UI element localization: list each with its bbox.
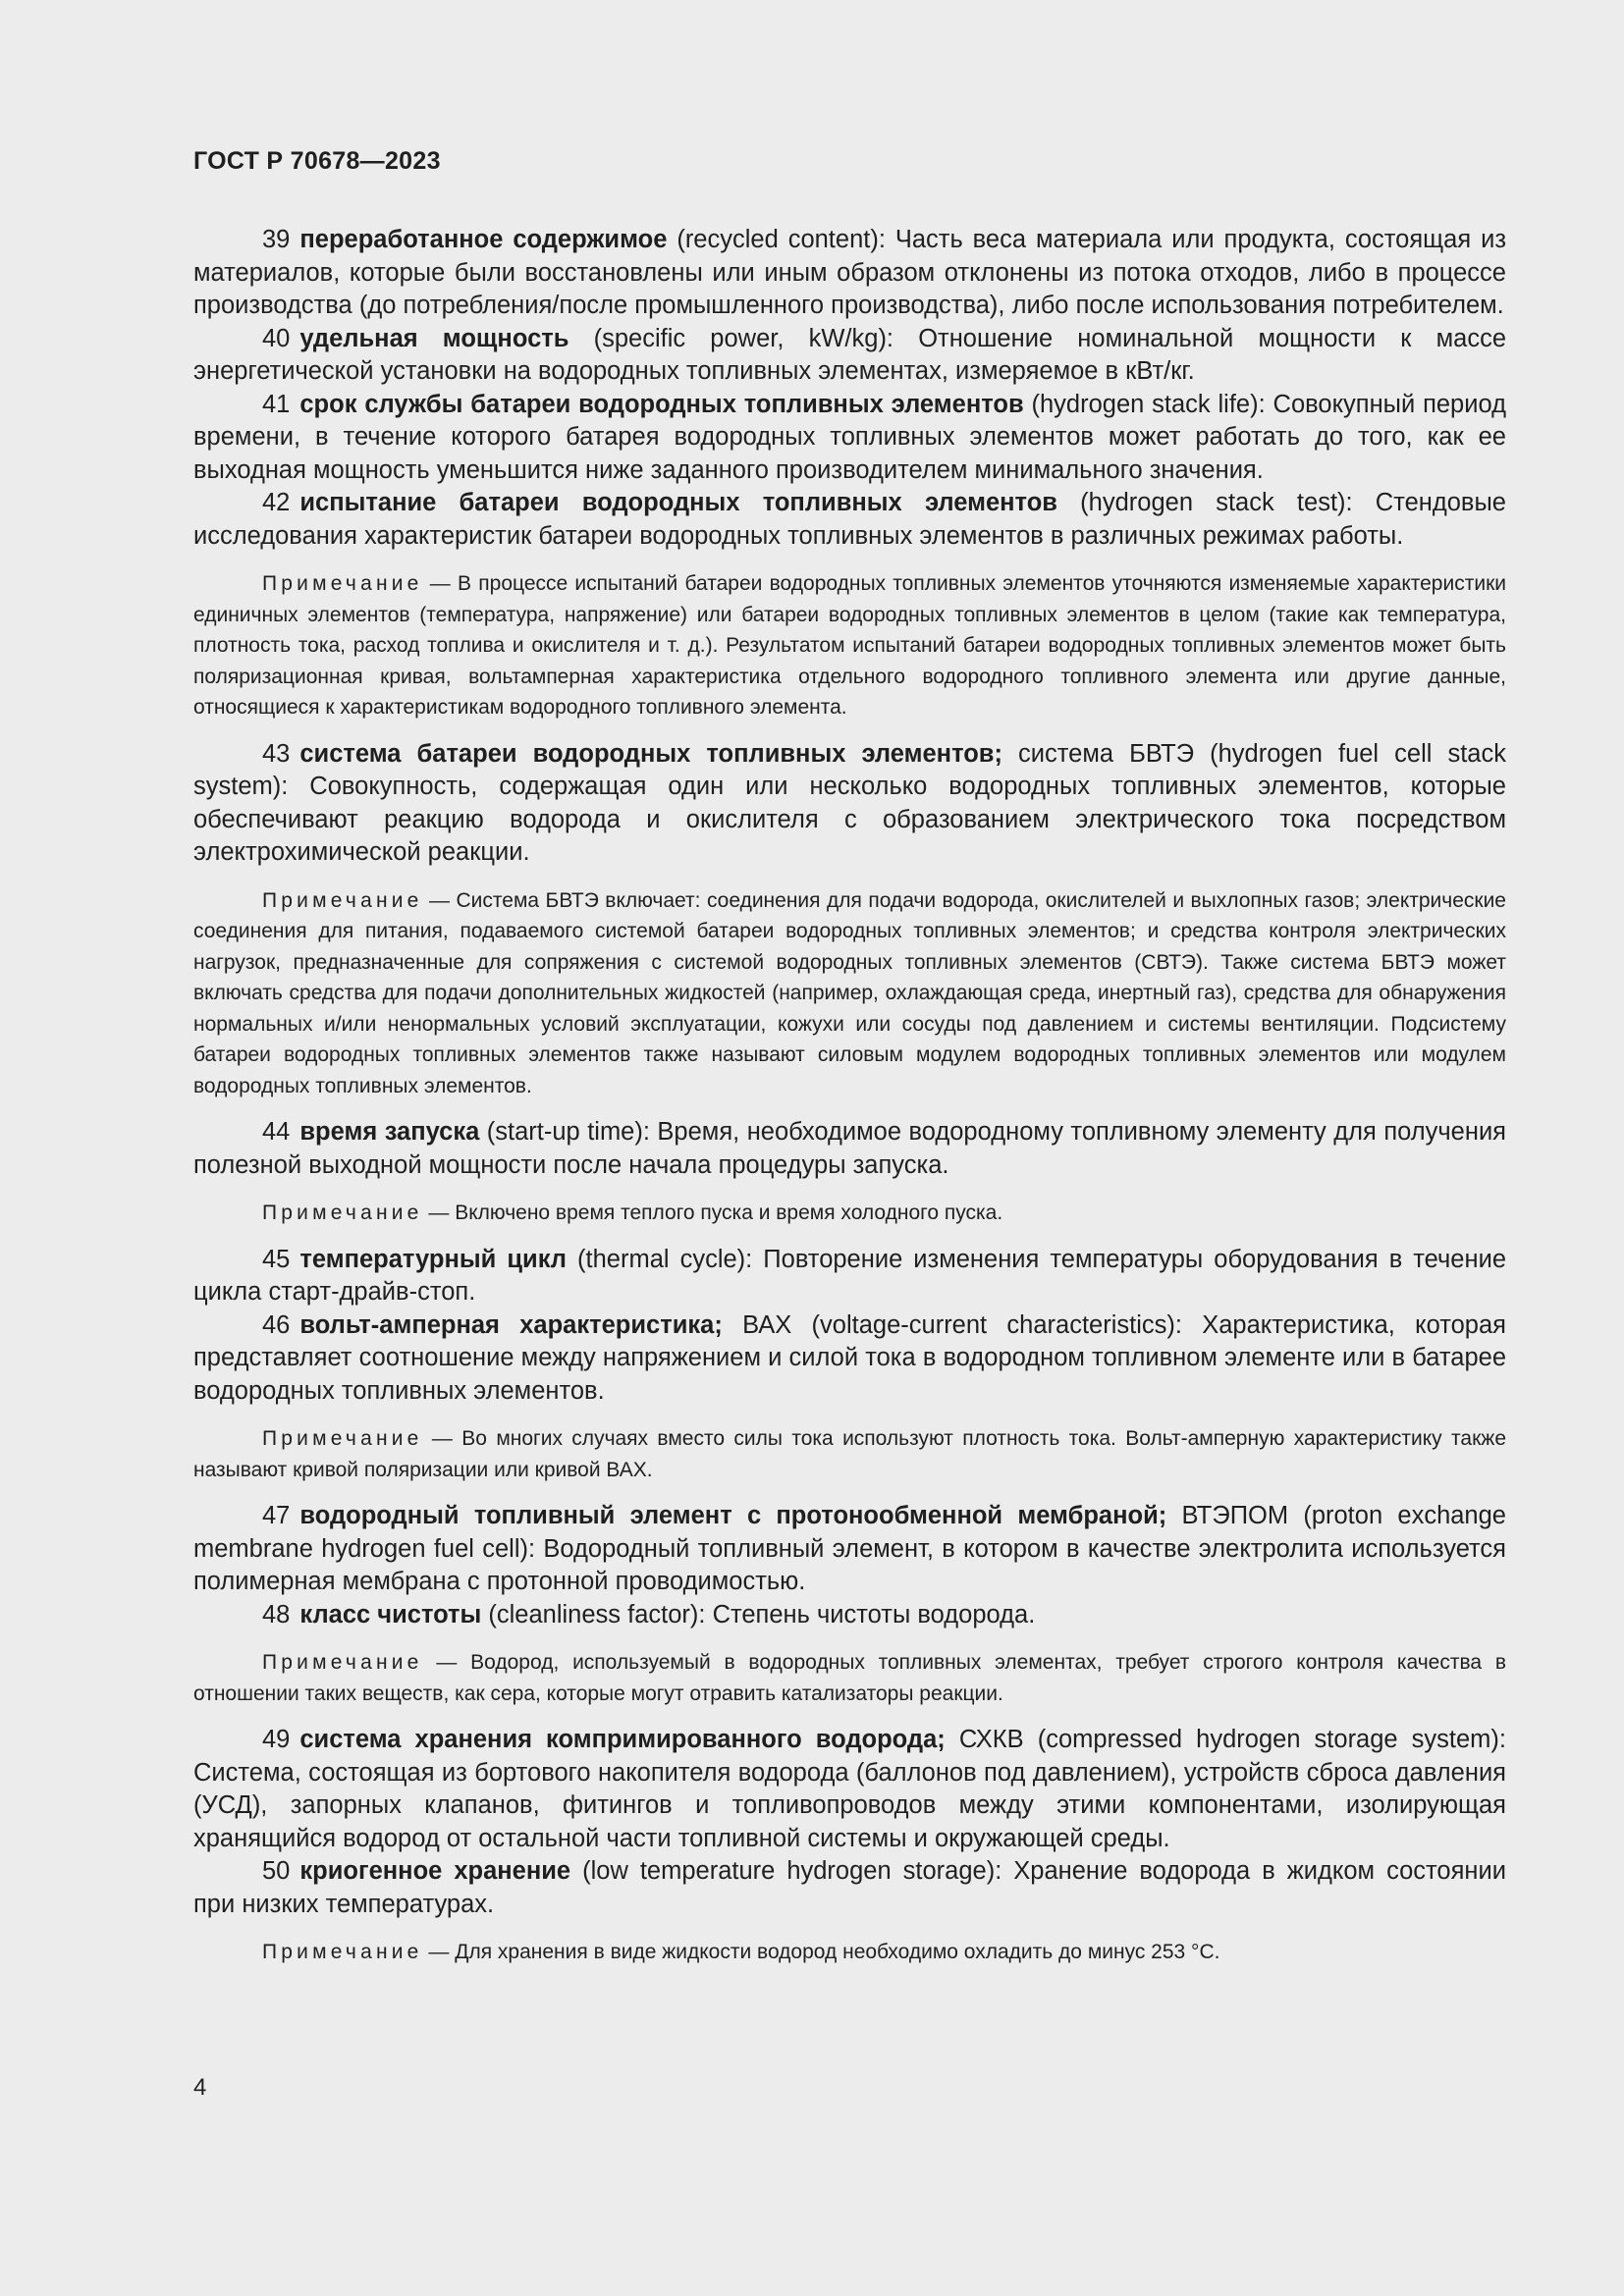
term-entry-43 — [193, 738, 1506, 870]
term-entry-48 — [193, 1599, 1506, 1632]
term-definition: (thermal cycle): Повторение изменения температуры оборудования в течение цикла старт-драйв-стоп. — [193, 1245, 1506, 1306]
term-name: класс чистоты — [299, 1600, 482, 1629]
term-entry-41 — [193, 389, 1506, 488]
term-name: система хранения компримированного водорода; — [299, 1726, 946, 1753]
note-48 — [193, 1647, 1506, 1709]
term-number: 48 — [262, 1600, 291, 1629]
term-entry-47 — [193, 1500, 1506, 1599]
term-definition: система БВТЭ (hydrogen fuel cell stack system): Совокупность, содержащая один или несколько водородных топливных элементов, которые обеспечивают реакцию водорода и окислителя с образованием электрического тока посредством электрохимической реакции. — [193, 739, 1506, 866]
term-definition: (low temperature hydrogen storage): Хранение водорода в жидком состоянии при низких температурах. — [193, 1857, 1506, 1918]
term-number: 50 — [262, 1857, 291, 1885]
note-text: — Система БВТЭ включает: соединения для подачи водорода, окислителей и выхлопных газов; электрические соединения для питания, подаваемого системой батареи водородных топливных элементов; и средства контроля электрических нагрузок, предназначенные для сопряжения с системой водородных топливных элементов (СВТЭ). Также система БВТЭ может включать средства для подачи дополнительных жидкостей (например, охлаждающая среда, инертный газ), средства для обнаружения нормальных и/или ненормальных условий эксплуатации, кожухи или сосуды под давлением и системы вентиляции. Подсистему батареи водородных топливных элементов также называют силовым модулем водородных топливных элементов или модулем водородных топливных элементов. — [193, 888, 1506, 1097]
term-number: 41 — [262, 390, 291, 418]
term-number: 42 — [262, 489, 291, 516]
term-definition: (specific power, kW/kg): Отношение номинальной мощности к массе энергетической установки на водородных топливных элементах, измеряемое в кВт/кг. — [193, 324, 1506, 385]
term-number: 39 — [262, 226, 291, 253]
term-definition: (hydrogen stack life): Совокупный период времени, в течение которого батарея водородных топливных элементов может работать до того, как ее выходная мощность уменьшится ниже заданного производителем минимального значения. — [193, 390, 1506, 484]
page-number: 4 — [193, 2074, 207, 2101]
term-entry-45 — [193, 1244, 1506, 1309]
note-label: Примечание — [262, 1651, 423, 1674]
note-text: — Во многих случаях вместо силы тока используют плотность тока. Вольт-амперную характеристику также называют кривой поляризации или кривой ВАХ. — [193, 1427, 1506, 1481]
term-entry-42 — [193, 487, 1506, 553]
term-definition: (start-up time): Время, необходимое водородному топливному элементу для получения полезной выходной мощности после начала процедуры запуска. — [193, 1118, 1506, 1179]
term-number: 40 — [262, 324, 291, 352]
term-definition: (cleanliness factor): Степень чистоты водорода. — [481, 1600, 1036, 1629]
term-entry-50 — [193, 1855, 1506, 1921]
terms-body — [193, 224, 1506, 1983]
note-label: Примечание — [262, 1427, 423, 1450]
term-name: температурный цикл — [299, 1245, 567, 1273]
term-number: 45 — [262, 1245, 291, 1273]
note-text: — Для хранения в виде жидкости водород необходимо охладить до минус 253 °С. — [422, 1941, 1220, 1963]
note-43 — [193, 885, 1506, 1102]
term-definition: СХКВ (compressed hydrogen storage system): Система, состоящая из бортового накопителя водорода (баллонов под давлением), устройств сброса давления (УСД), запорных клапанов, фитингов и топливопроводов между этими компонентами, изолирующая хранящийся водород от остальной части топливной системы и окружающей среды. — [193, 1726, 1506, 1852]
term-definition: (recycled content): Часть веса материала или продукта, состоящая из материалов, которые были восстановлены или иным образом отклонены из потока отходов, либо в процессе производства (до потребления/после промышленного производства), либо после использования потребителем. — [193, 226, 1507, 319]
term-entry-44 — [193, 1116, 1506, 1182]
term-name: вольт-амперная характеристика; — [299, 1310, 723, 1339]
term-name: испытание батареи водородных топливных элементов — [299, 489, 1057, 516]
note-label: Примечание — [262, 572, 423, 595]
term-entry-49 — [193, 1724, 1506, 1855]
term-name: переработанное содержимое — [299, 226, 668, 253]
note-label: Примечание — [262, 1941, 423, 1963]
term-entry-39 — [193, 224, 1506, 323]
term-name: водородный топливный элемент с протонообменной мембраной; — [299, 1502, 1167, 1529]
term-number: 46 — [262, 1310, 291, 1339]
term-number: 47 — [262, 1502, 291, 1529]
term-number: 44 — [262, 1118, 291, 1146]
note-label: Примечание — [262, 1201, 423, 1224]
note-label: Примечание — [262, 888, 423, 912]
note-text: — Включено время теплого пуска и время холодного пуска. — [422, 1201, 1003, 1224]
standard-header: ГОСТ Р 70678—2023 — [193, 147, 441, 175]
note-text: — В процессе испытаний батареи водородных топливных элементов уточняются изменяемые характеристики единичных элементов (температура, напряжение) или батареи водородных топливных элементов в целом (такие как температура, плотность тока, расход топлива и окислителя и т. д.). Результатом испытаний батареи водородных топливных элементов может быть поляризационная кривая, вольтамперная характеристика отдельного водородного топливного элемента или другие данные, относящиеся к характеристикам водородного топливного элемента. — [193, 572, 1506, 719]
note-50 — [193, 1937, 1506, 1968]
term-entry-40 — [193, 323, 1506, 389]
term-number: 43 — [262, 739, 291, 768]
note-46 — [193, 1423, 1506, 1485]
term-definition: (hydrogen stack test): Стендовые исследования характеристик батареи водородных топливных элементов в различных режимах работы. — [193, 489, 1506, 550]
document-page — [193, 0, 1506, 2296]
term-name: удельная мощность — [299, 324, 569, 352]
term-name: криогенное хранение — [299, 1857, 571, 1885]
term-name: система батареи водородных топливных элементов; — [299, 739, 1002, 768]
term-definition: ВАХ (voltage-current characteristics): Характеристика, которая представляет соотношение между напряжением и силой тока в водородном топливном элементе или в батарее водородных топливных элементов. — [193, 1310, 1506, 1405]
term-definition: ВТЭПОМ (proton exchange membrane hydrogen fuel cell): Водородный топливный элемент, в котором в качестве электролита используется полимерная мембрана с протонной проводимостью. — [193, 1502, 1506, 1595]
note-42 — [193, 568, 1506, 723]
term-number: 49 — [262, 1726, 291, 1753]
note-44 — [193, 1198, 1506, 1229]
term-name: время запуска — [299, 1118, 480, 1146]
note-text: — Водород, используемый в водородных топливных элементах, требует строгого контроля качества в отношении таких веществ, как сера, которые могут отравить катализаторы реакции. — [193, 1651, 1506, 1705]
term-name: срок службы батареи водородных топливных элементов — [299, 390, 1024, 418]
term-entry-46 — [193, 1309, 1506, 1409]
